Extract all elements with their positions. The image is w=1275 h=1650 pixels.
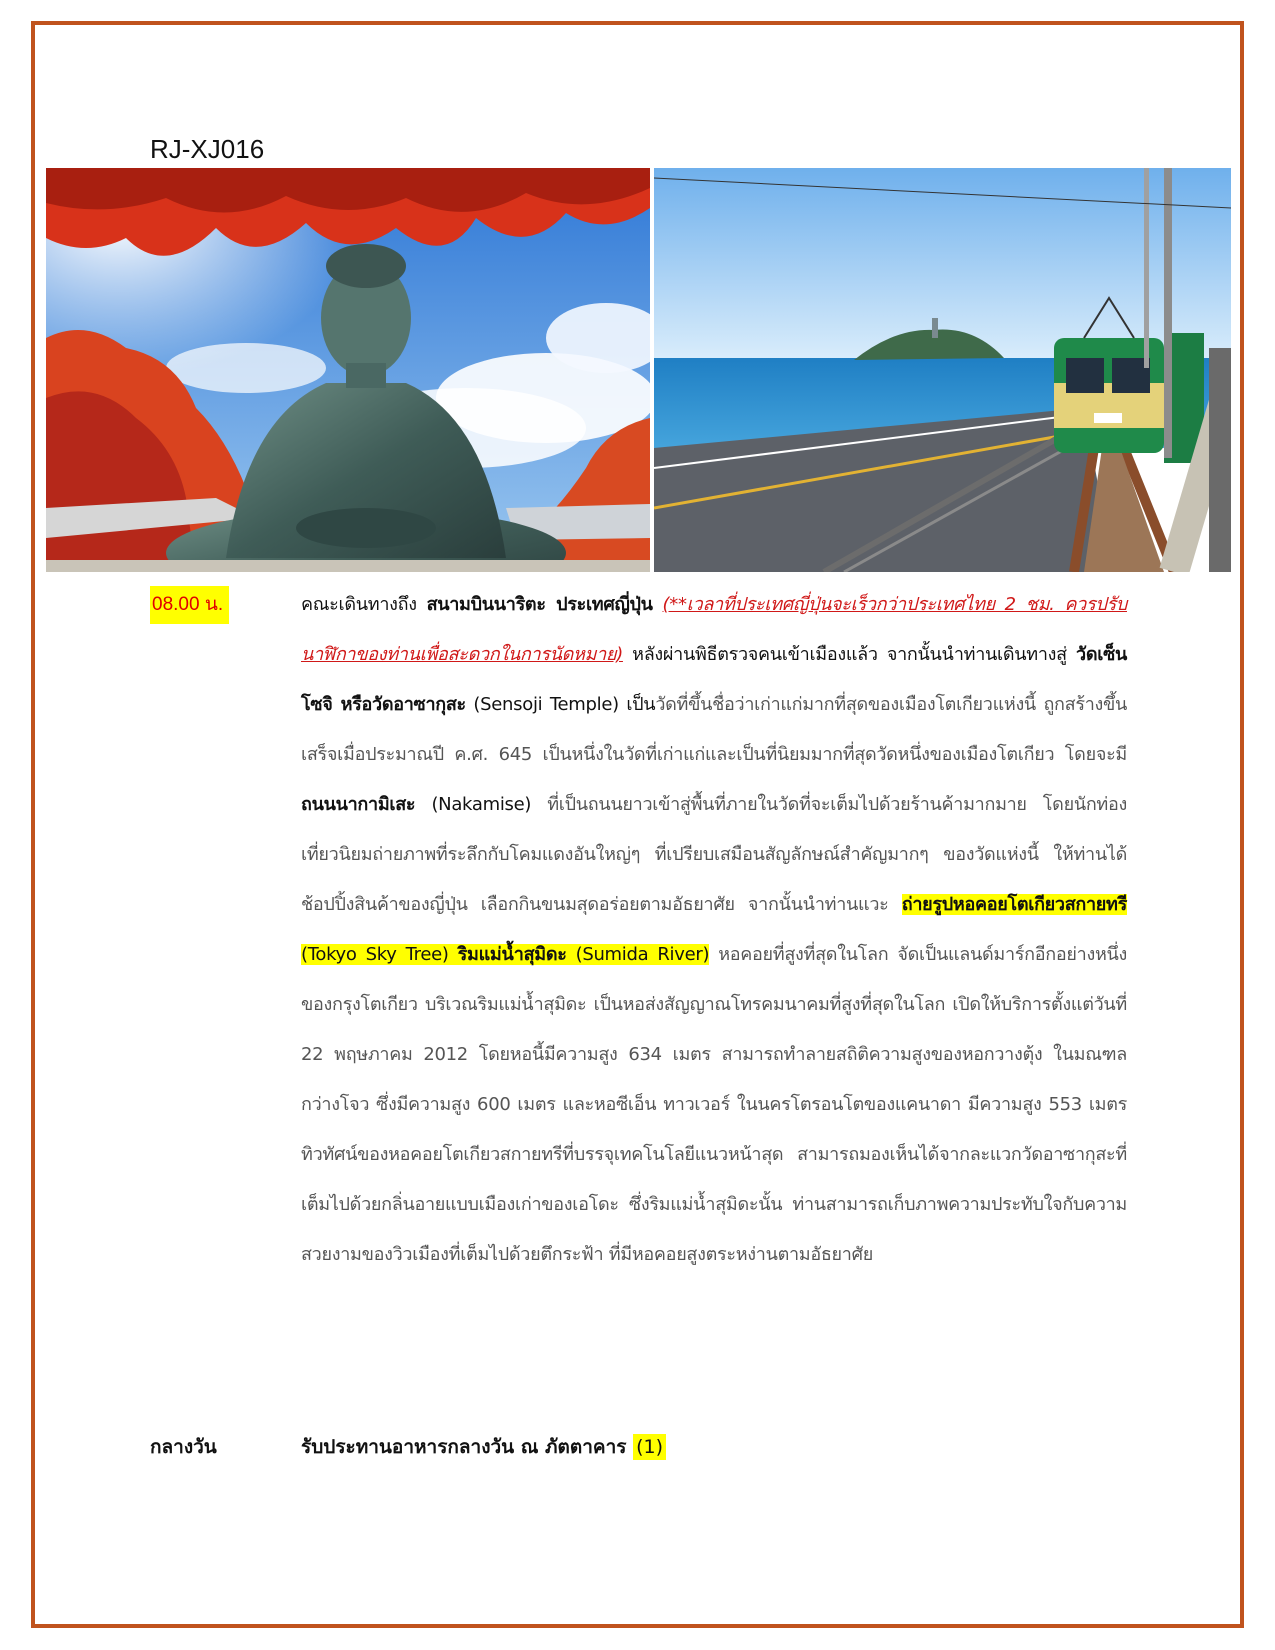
enoden-train-coast-photo bbox=[654, 168, 1231, 572]
lunch-description bbox=[301, 1432, 666, 1462]
text-sumida: ริมแม่น้ำสุมิดะ bbox=[457, 944, 567, 965]
text-skytree-desc: หอคอยที่สูงที่สุดในโลก จัดเป็นแลนด์มาร์กอีกอย่างหนึ่งของกรุงโตเกียว บริเวณริมแม่น้ำสุมิดะ เป็นหอส่งสัญญาณโทรคมนาคมที่สูงที่สุดในโลก เปิดให้บริการตั้งแต่วันที่ 22 พฤษภาคม 2012 โดยหอนี้มีความสูง 634 เมตร สามารถทำลายสถิติความสูงของหอกวางตุ้ง ในมณฑลกว่างโจว ซึ่งมีความสูง 600 เมตร และหอซีเอ็น ทาวเวอร์ ในนครโตรอนโตของแคนาดา มีความสูง 553 เมตร ทิวทัศน์ของหอคอยโตเกียวสกายทรีที่บรรจุเทคโนโลยีแนวหน้าสุด สามารถมองเห็นได้จากละแวกวัดอาซากุสะที่เต็มไปด้วยกลิ่นอายแบบเมืองเก่าของเอโดะ ซึ่งริมแม่น้ำสุมิดะนั้น ท่านสามารถเก็บภาพความประทับใจกับความสวยงามของวิวเมืองที่เต็มไปด้วยตึกระฟ้า ที่มีหอคอยสูงตระหง่านตามอัธยาศัย bbox=[301, 944, 1127, 1265]
lunch-label: กลางวัน bbox=[150, 1436, 217, 1458]
text-skytree: ถ่ายรูปหอคอยโตเกียวสกายทรี bbox=[901, 894, 1127, 915]
text-skytree-en: (Tokyo Sky Tree) bbox=[301, 944, 458, 965]
text-narita-airport: สนามบินนาริตะ ประเทศญี่ปุ่น bbox=[426, 594, 653, 615]
text-nakamise: ถนนนากามิเสะ bbox=[301, 794, 416, 815]
time-difference-note: (**เวลาที่ประเทศญี่ปุ่นจะเร็วกว่าประเทศไทย 2 ชม. ควรปรับนาฬิกาของท่านเพื่อสะดวกในการนัดหมาย) bbox=[301, 594, 1127, 665]
text-immigration: หลังผ่านพิธีตรวจคนเข้าเมืองแล้ว จากนั้นนำท่านเดินทางสู่ bbox=[622, 644, 1077, 665]
text-nakamise-en: (Nakamise) bbox=[415, 794, 532, 815]
text-sensoji: วัดเซ็นโซจิ หรือวัดอาซากุสะ bbox=[301, 644, 1127, 715]
text-arrival: คณะเดินทางถึง bbox=[301, 594, 427, 615]
text-sensoji-desc: วัดที่ขึ้นชื่อว่าเก่าแก่มากที่สุดของเมืองโตเกียวแห่งนี้ ถูกสร้างขึ้นเสร็จเมื่อประมาณปี ค.ศ. 645 เป็นหนึ่งในวัดที่เก่าแก่และเป็นที่นิยมมากที่สุดวัดหนึ่งของเมืองโตเกียว โดยจะมี bbox=[301, 694, 1128, 765]
lunch-text: รับประทานอาหารกลางวัน ณ ภัตตาคาร bbox=[301, 1436, 634, 1458]
schedule-description bbox=[301, 580, 1127, 1280]
schedule-time: 08.00 น. bbox=[150, 586, 229, 624]
text-sensoji-en: (Sensoji Temple) เป็น bbox=[465, 694, 656, 715]
tour-code: RJ-XJ016 bbox=[150, 134, 265, 164]
text-sumida-en: (Sumida River) bbox=[566, 944, 710, 965]
great-buddha-kamakura-photo bbox=[46, 168, 650, 572]
text-nakamise-desc: ที่เป็นถนนยาวเข้าสู่พื้นที่ภายในวัดที่จะเต็มไปด้วยร้านค้ามากมาย โดยนักท่องเที่ยวนิยมถ่ายภาพที่ระลึกกับโคมแดงอันใหญ่ๆ ที่เปรียบเสมือนสัญลักษณ์สำคัญมากๆ ของวัดแห่งนี้ ให้ท่านได้ช้อปปิ้งสินค้าของญี่ปุ่น เลือกกินขนมสุดอร่อยตามอัธยาศัย จากนั้นนำท่านแวะ bbox=[301, 794, 1127, 915]
meal-count-badge: (1) bbox=[633, 1434, 666, 1460]
